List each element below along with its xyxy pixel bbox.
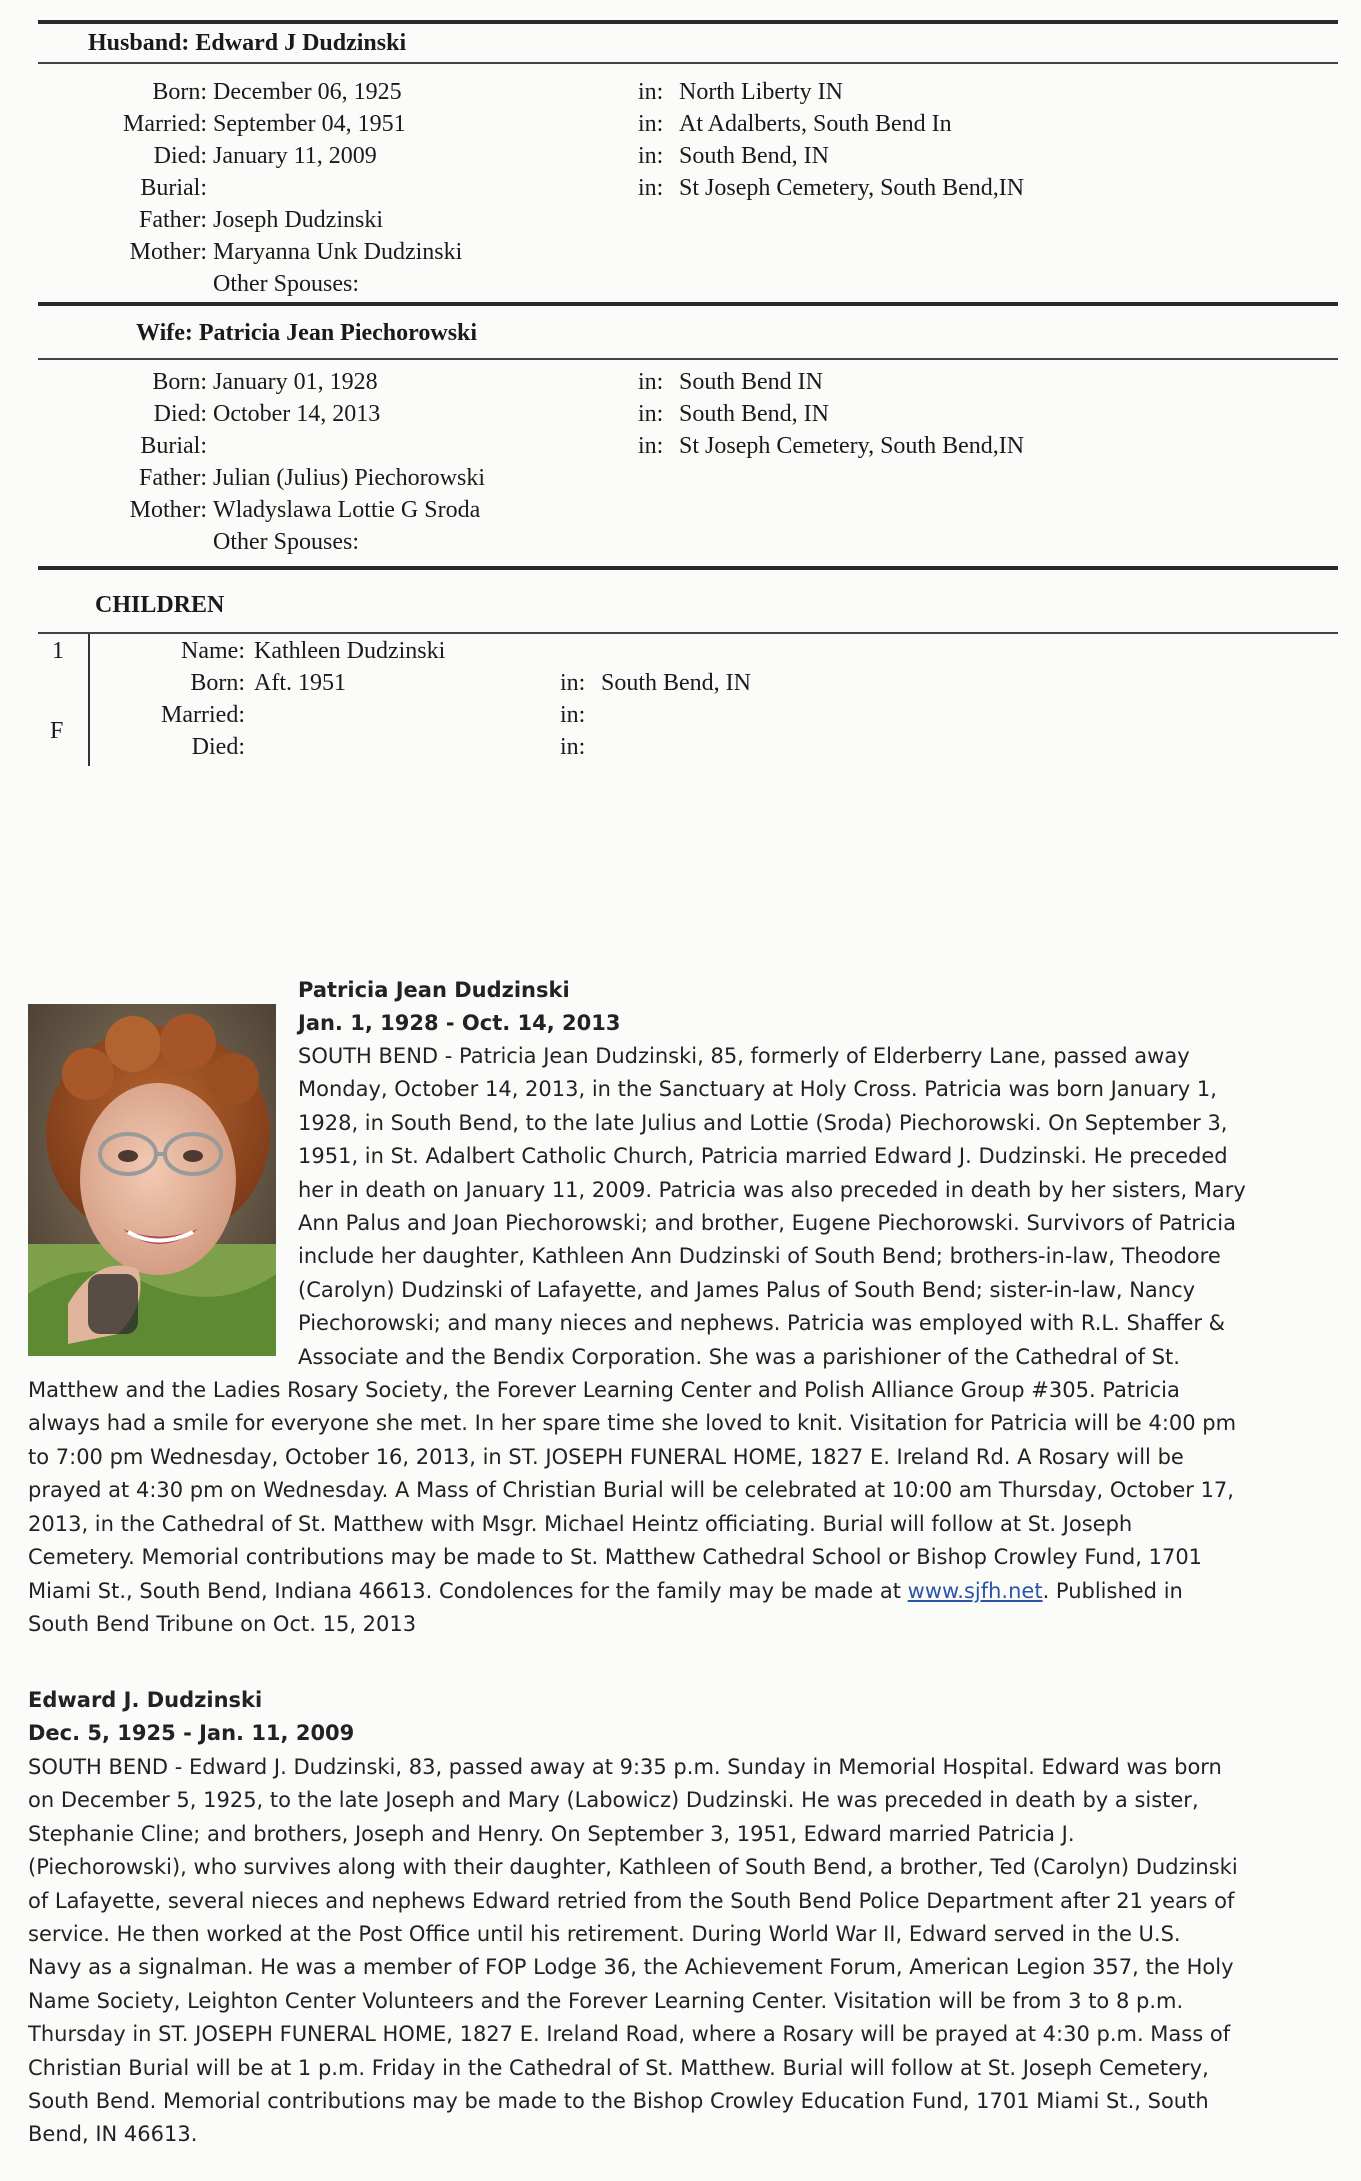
- fact-label: Died:: [191, 734, 245, 760]
- obituary-line: include her daughter, Kathleen Ann Dudzinski of South Bend; brothers-in-law, Theodore: [298, 1244, 1221, 1269]
- fact-place: North Liberty IN: [679, 79, 843, 105]
- obituary-line: 2013, in the Cathedral of St. Matthew with Msgr. Michael Heintz officiating. Burial will follow at St. Joseph: [28, 1511, 1133, 1536]
- husband-other-spouses: Other Spouses:: [213, 271, 359, 297]
- obituary-title: Patricia Jean Dudzinski: [298, 978, 570, 1002]
- obituary-dates: Jan. 1, 1928 - Oct. 14, 2013: [298, 1011, 621, 1035]
- obituary-line: Associate and the Bendix Corporation. She was a parishioner of the Cathedral of St.: [298, 1344, 1180, 1369]
- fact-label: Born:: [190, 670, 245, 696]
- fact-value: Wladyslawa Lottie G Sroda: [213, 497, 481, 523]
- fact-in-label: in:: [638, 401, 664, 427]
- fact-value: December 06, 1925: [213, 79, 402, 105]
- fact-value: Joseph Dudzinski: [213, 207, 383, 233]
- obituary-line: Navy as a signalman. He was a member of FOP Lodge 36, the Achievement Forum, American Legion 357, the Holy: [28, 1955, 1234, 1980]
- obituary-line: service. He then worked at the Post Office until his retirement. During World War II, Edward served in the U.S.: [28, 1922, 1181, 1946]
- obituary-link-line: [28, 1575, 1183, 1608]
- fact-label: Burial:: [140, 433, 207, 459]
- fact-value: Julian (Julius) Piechorowski: [213, 465, 485, 491]
- obituary-line: Monday, October 14, 2013, in the Sanctuary at Holy Cross. Patricia was born January 1,: [298, 1077, 1217, 1102]
- fact-value: January 01, 1928: [213, 369, 378, 395]
- obituary-line: (Piechorowski), who survives along with their daughter, Kathleen of South Bend, a brother, Ted (Carolyn) Dudzinski: [28, 1855, 1238, 1880]
- child-number: 1: [52, 638, 64, 664]
- fact-label: Mother:: [129, 497, 207, 523]
- obituary-line: SOUTH BEND - Patricia Jean Dudzinski, 85, formerly of Elderberry Lane, passed away: [298, 1044, 1190, 1068]
- children-heading: CHILDREN: [95, 592, 225, 618]
- obituary-line: 1951, in St. Adalbert Catholic Church, Patricia married Edward J. Dudzinski. He preceded: [298, 1144, 1228, 1169]
- portrait-illustration: [28, 1004, 276, 1356]
- fact-value: January 11, 2009: [213, 143, 377, 169]
- obituary-line: South Bend. Memorial contributions may be made to the Bishop Crowley Education Fund, 1701 Miami St., South: [28, 2089, 1209, 2113]
- fact-label: Burial:: [140, 175, 207, 201]
- children-rule: [38, 632, 1338, 634]
- wife-rule: [38, 358, 1338, 360]
- fact-in-label: in:: [638, 433, 664, 459]
- obituary-line: prayed at 4:30 pm on Wednesday. A Mass of Christian Burial will be celebrated at 10:00 am Thursday, October 17,: [28, 1478, 1234, 1503]
- top-rule: [38, 20, 1338, 24]
- fact-in-label: in:: [638, 175, 664, 201]
- obituary-title: Edward J. Dudzinski: [28, 1688, 263, 1712]
- obituary-line: Cemetery. Memorial contributions may be made to St. Matthew Cathedral School or Bishop Crowley Fund, 1701: [28, 1545, 1203, 1569]
- obituary-line: Ann Palus and Joan Piechorowski; and brother, Eugene Piechorowski. Survivors of Patricia: [298, 1211, 1237, 1235]
- fact-value: October 14, 2013: [213, 401, 381, 427]
- obituary-line: Miami St., South Bend, Indiana 46613. Condolences for the family may be made at: [28, 1579, 901, 1603]
- fact-value: Kathleen Dudzinski: [254, 638, 446, 664]
- fact-place: South Bend IN: [679, 369, 823, 395]
- fact-place: South Bend, IN: [679, 401, 829, 427]
- obituary-line: Name Society, Leighton Center Volunteers and the Forever Learning Center. Visitation will be from 3 to 8 p.m.: [28, 1988, 1184, 2013]
- child-sex: F: [50, 718, 64, 744]
- fact-value: September 04, 1951: [213, 111, 406, 137]
- portrait-photo: [28, 1004, 276, 1356]
- obituary-dates: Dec. 5, 1925 - Jan. 11, 2009: [28, 1721, 355, 1745]
- obituary-line: (Carolyn) Dudzinski of Lafayette, and James Palus of South Bend; sister-in-law, Nancy: [298, 1277, 1196, 1302]
- obituary-line: Piechorowski; and many nieces and nephews. Patricia was employed with R.L. Shaffer &: [298, 1311, 1226, 1336]
- husband-name: Edward J Dudzinski: [195, 30, 407, 56]
- obituary-line: on December 5, 1925, to the late Joseph and Mary (Labowicz) Dudzinski. He was preceded in death by a sister,: [28, 1788, 1199, 1813]
- wife-other-spouses: Other Spouses:: [213, 529, 359, 555]
- fact-place: South Bend, IN: [601, 670, 751, 696]
- fact-label: Died:: [153, 143, 207, 169]
- obituary-line: Bend, IN 46613.: [28, 2122, 198, 2147]
- children-top-rule: [38, 566, 1338, 570]
- wife-label: Wife:: [136, 320, 193, 346]
- fact-label: Died:: [153, 401, 207, 427]
- obituary-line: Christian Burial will be at 1 p.m. Friday in the Cathedral of St. Matthew. Burial will follow at St. Joseph Cemetery,: [28, 2055, 1209, 2080]
- fact-value: Aft. 1951: [254, 670, 346, 696]
- fact-label: Name:: [181, 638, 245, 664]
- fact-label: Mother:: [129, 239, 207, 265]
- fact-place: At Adalberts, South Bend In: [679, 111, 952, 137]
- fact-label: Married:: [123, 111, 207, 137]
- fact-in-label: in:: [560, 702, 586, 728]
- fact-place: St Joseph Cemetery, South Bend,IN: [679, 175, 1025, 201]
- obituary-line: Thursday in ST. JOSEPH FUNERAL HOME, 1827 E. Ireland Road, where a Rosary will be prayed at 4:30 p.m. Mass of: [28, 2022, 1231, 2047]
- obituary-published-line: South Bend Tribune on Oct. 15, 2013: [28, 1612, 417, 1636]
- fact-in-label: in:: [638, 111, 664, 137]
- fact-label: Born:: [152, 79, 207, 105]
- wife-name: Patricia Jean Piechorowski: [198, 320, 478, 346]
- fact-in-label: in:: [560, 734, 586, 760]
- obituary-line: of Lafayette, several nieces and nephews Edward retried from the South Bend Police Department after 21 years of: [28, 1888, 1235, 1913]
- obituary-line: to 7:00 pm Wednesday, October 16, 2013, in ST. JOSEPH FUNERAL HOME, 1827 E. Ireland Rd. A Rosary will be: [28, 1444, 1184, 1469]
- fact-value: Maryanna Unk Dudzinski: [213, 239, 463, 265]
- obituary-line: Stephanie Cline; and brothers, Joseph and Henry. On September 3, 1951, Edward married Patricia J.: [28, 1821, 1075, 1846]
- fact-in-label: in:: [638, 79, 664, 105]
- fact-place: South Bend, IN: [679, 143, 829, 169]
- wife-top-rule: [38, 302, 1338, 306]
- wife-heading: [136, 320, 477, 347]
- fact-in-label: in:: [638, 369, 664, 395]
- fact-in-label: in:: [560, 670, 586, 696]
- obituary-line: SOUTH BEND - Edward J. Dudzinski, 83, passed away at 9:35 p.m. Sunday in Memorial Hospital. Edward was born: [28, 1755, 1222, 1779]
- obituary-line-tail: . Published in: [1042, 1579, 1183, 1603]
- fact-in-label: in:: [638, 143, 664, 169]
- husband-rule: [38, 62, 1338, 64]
- fact-label: Father:: [139, 465, 207, 491]
- website-link[interactable]: www.sjfh.net: [907, 1579, 1043, 1603]
- husband-label: Husband:: [88, 30, 190, 56]
- obituary-line: always had a smile for everyone she met. In her spare time she loved to knit. Visitation for Patricia will be 4:00 pm: [28, 1411, 1237, 1436]
- obituary-line: 1928, in South Bend, to the late Julius and Lottie (Sroda) Piechorowski. On September 3,: [298, 1110, 1228, 1135]
- fact-label: Married:: [161, 702, 245, 728]
- obituary-line: Matthew and the Ladies Rosary Society, the Forever Learning Center and Polish Alliance Group #305. Patricia: [28, 1378, 1180, 1402]
- fact-label: Born:: [152, 369, 207, 395]
- obituary-line: her in death on January 11, 2009. Patricia was also preceded in death by her sisters, Mary: [298, 1177, 1246, 1202]
- fact-label: Father:: [139, 207, 207, 233]
- husband-heading: [88, 30, 406, 57]
- fact-place: St Joseph Cemetery, South Bend,IN: [679, 433, 1025, 459]
